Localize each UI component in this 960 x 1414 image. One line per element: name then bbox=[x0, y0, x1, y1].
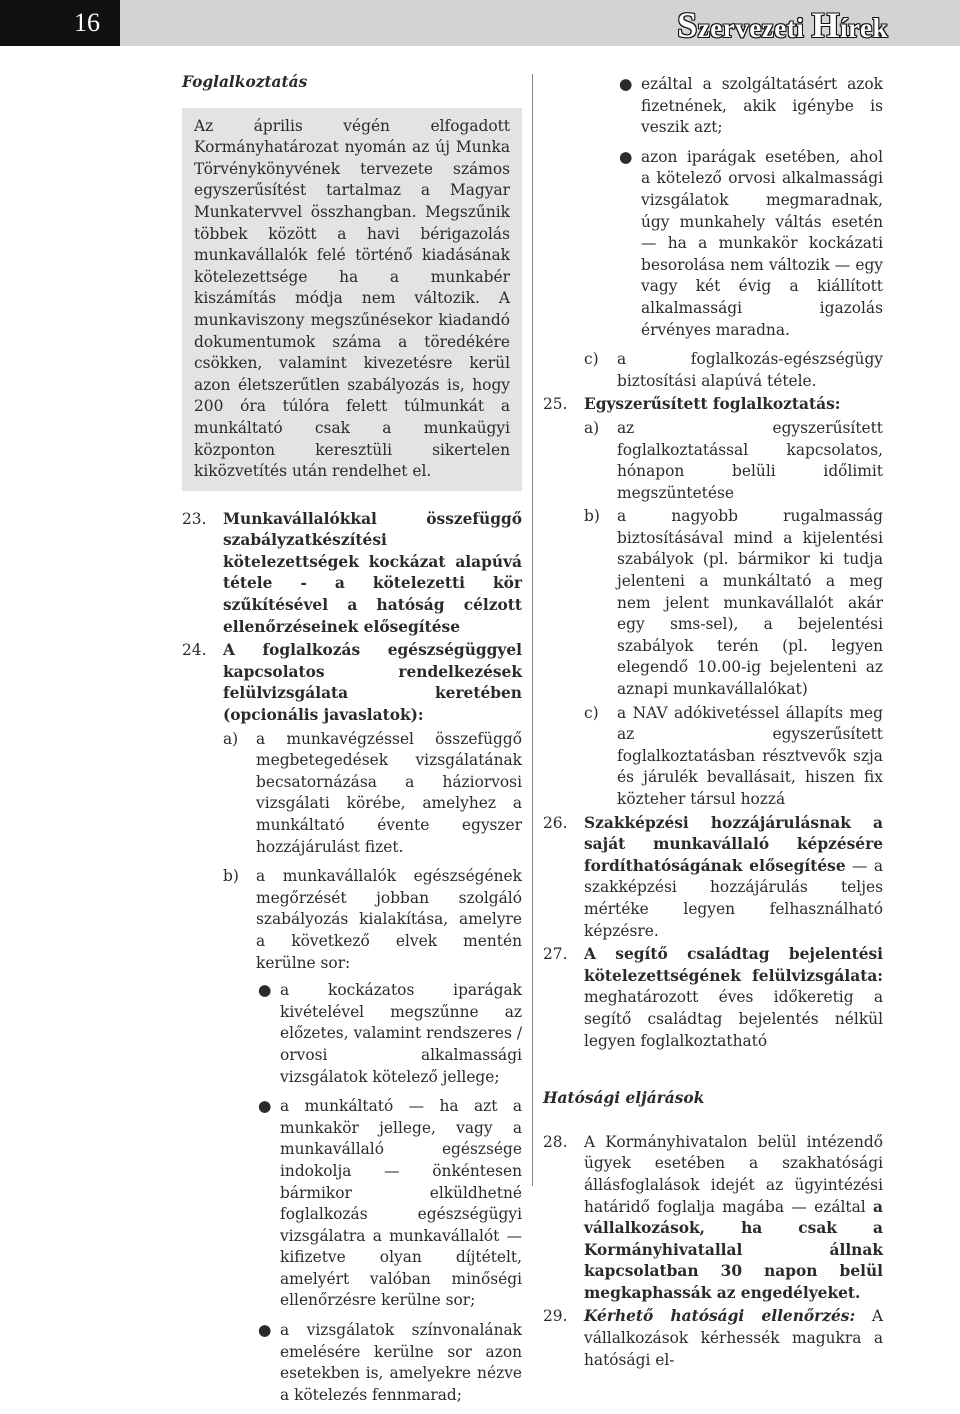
masthead-title bbox=[677, 4, 888, 46]
item-text: A Kormányhivatalon belül intézendő ügyek esetében a szakhatósági állásfoglalások idejét az ügyintézési határidő foglalja magába — ezáltal bbox=[584, 1132, 883, 1216]
subitem-24b bbox=[223, 866, 522, 974]
item-text: Munkavállalókkal összefüggő szabályzatkészítési kötelezettségek kockázat alapúvá tétele - a kötelezetti kör szűkítésével a hatóság célzott ellenőrzéseinek elősegítése bbox=[223, 509, 522, 636]
subitem-letter: b) bbox=[223, 867, 239, 886]
subitem-24c bbox=[584, 349, 883, 392]
bullet-icon: ● bbox=[619, 147, 633, 166]
subitem-letter: a) bbox=[584, 418, 600, 437]
item-bold-text: A segítő családtag bejelentési kötelezettségének felülvizsgálata: bbox=[584, 945, 883, 985]
masthead-initial-s: S bbox=[677, 5, 698, 45]
item-number: 27. bbox=[543, 945, 568, 964]
item-26 bbox=[543, 813, 883, 943]
item-23 bbox=[182, 509, 522, 639]
item-text: — a szakképzési hozzájárulás teljes mértéke legyen felhasználható képzésre. bbox=[584, 856, 883, 940]
page-number-block bbox=[0, 0, 120, 46]
item-28 bbox=[543, 1132, 883, 1305]
item-bold-italic-text: Kérhető hatósági ellenőrzés: bbox=[584, 1307, 856, 1326]
item-24-continued bbox=[543, 74, 883, 392]
bullet-text: a kockázatos iparágak kivételével megszűnne az előzetes, valamint rendszeres / orvosi alkalmassági vizsgálatok kötelező jellege; bbox=[280, 981, 522, 1086]
item-number: 26. bbox=[543, 813, 568, 832]
item-24-subitems bbox=[182, 729, 522, 1407]
highlight-box: Az április végén elfogadott Kormányhatározat nyomán az új Munka Törvénykönyvének tervezete számos egyszerűsítést tartalmaz a Magyar Munkatervvel összhangban. Megszűnik többek között a havi bérigazolás munkavállalók felé történő kiadásának kötelezettsége ha a munkabér kiszámítás módja nem változik. A munkaviszony megszűnésekor kiadandó dokumentumok száma a töredékére csökken, valamint kivezetésre kerül azon életszerűtlen szabályozás is, hogy 200 óra túlóra felett túlmunkát a munkáltató csak a munkaügyi központon keresztüli sikertelen kiközvetítés után rendelhet el. bbox=[182, 108, 522, 491]
subitem-text: a nagyobb rugalmasság biztosításával mind a kijelentési szabályok (pl. bármikor ki tudja jelenteni a munkáltató a meg nem jelent munkavállalót akár egy sms-sel), a bejelentési szabályok terén (pl. legyen elegendő 10.00-ig bejelenteni az aznapi munkavállalókat) bbox=[617, 507, 883, 699]
page-number: 16 bbox=[74, 8, 100, 37]
bullet-item bbox=[617, 147, 883, 341]
item-number: 23. bbox=[182, 509, 207, 528]
subitem-letter: c) bbox=[584, 703, 599, 722]
bullet-item bbox=[256, 980, 522, 1088]
masthead-word1: zervezeti bbox=[697, 13, 812, 43]
subitem-25a bbox=[584, 418, 883, 504]
right-column bbox=[543, 72, 883, 1373]
bullet-list-left bbox=[223, 980, 522, 1406]
subitem-text: az egyszerűsített foglalkoztatással kapcsolatos, hónapon belüli időlimit megszüntetése bbox=[617, 418, 883, 502]
item-bold-text: a vállalkozások, ha csak a Kormányhivatallal állnak kapcsolatban 30 napon belül megkaphassák az engedélyeket. bbox=[584, 1197, 883, 1302]
item-24 bbox=[182, 640, 522, 726]
item-27 bbox=[543, 944, 883, 1052]
item-text: meghatározott éves időkeretig a segítő családtag bejelentés nélkül legyen foglalkoztatható bbox=[584, 988, 883, 1050]
item-title: Egyszerűsített foglalkoztatás: bbox=[584, 395, 841, 414]
masthead-word2: írek bbox=[840, 13, 888, 43]
bullet-text: a munkáltató — ha azt a munkakör jellege, vagy a munkavállaló egészsége indokolja — önkéntesen bármikor elküldhetné foglalkozás egészségügyi vizsgálatra a munkavállalót — kifizetve olyan díjtételt, amelyért valóban minőségi ellenőrzésre kerülne sor; bbox=[280, 1097, 522, 1310]
item-bold-text: Szakképzési hozzájárulásnak a saját munkavállaló képzésére fordíthatóságának elősegítése bbox=[584, 813, 883, 875]
left-column bbox=[182, 72, 522, 1414]
item-text: A vállalkozások kérhessék magukra a hatósági el- bbox=[584, 1307, 884, 1369]
bullet-icon: ● bbox=[619, 75, 633, 93]
item-number: 28. bbox=[543, 1132, 568, 1151]
subitem-letter: c) bbox=[584, 350, 599, 369]
item-number: 29. bbox=[543, 1307, 568, 1326]
column-divider bbox=[532, 74, 533, 1186]
bullet-icon: ● bbox=[258, 981, 272, 1000]
bullet-item bbox=[256, 1096, 522, 1312]
subitem-text: a munkavégzéssel összefüggő megbetegedések vizsgálatának becsatornázása a háziorvosi vizsgálati körébe, amelyhez a munkáltató évente egyszer hozzájárulást fizet. bbox=[256, 729, 522, 856]
subitem-letter: a) bbox=[223, 729, 239, 748]
section-title-hatosagi-eljarasok: Hatósági eljárások bbox=[543, 1089, 705, 1108]
bullet-icon: ● bbox=[258, 1321, 272, 1340]
item-29 bbox=[543, 1306, 883, 1371]
subitem-25b bbox=[584, 506, 883, 700]
item-25 bbox=[543, 394, 883, 810]
masthead-initial-h: H bbox=[811, 5, 840, 45]
subitem-text: a foglalkozás-egészségügy biztosítási alapúvá tétele. bbox=[617, 350, 883, 390]
bullet-text: a vizsgálatok színvonalának emelésére kerülne sor azon esetekben is, amelyekre nézve a kötelezés fennmarad; bbox=[280, 1321, 522, 1404]
bullet-list-right bbox=[584, 74, 883, 341]
bullet-text: ezáltal a szolgáltatásért azok fizetnének, akik igénybe is veszik azt; bbox=[641, 75, 883, 137]
bullet-text: azon iparágak esetében, ahol a kötelező orvosi alkalmassági vizsgálatok megmaradnak, úgy munkahely váltás esetén — ha a munkakör kockázati besorolása nem változik — egy vagy két évig a kiállított alkalmassági igazolás érvényes maradna. bbox=[641, 147, 883, 339]
item-number: 25. bbox=[543, 395, 568, 414]
subitem-text: a munkavállalók egészségének megőrzését jobban szolgáló szabályozás kialakítása, amelyre a következő elvek mentén kerülne sor: bbox=[256, 867, 522, 972]
bullet-item bbox=[617, 74, 883, 139]
subitem-text: a NAV adókivetéssel állapíts meg az egyszerűsített foglalkoztatásban résztvevők szja és járulék bevallásait, hiszen fix közteher társul hozzá bbox=[617, 703, 883, 808]
item-text: A foglalkozás egészségüggyel kapcsolatos rendelkezések felülvizsgálata keretében (opcionális javaslatok): bbox=[223, 641, 522, 725]
bullet-item bbox=[256, 1320, 522, 1406]
subitem-letter: b) bbox=[584, 507, 600, 526]
section-title-foglalkoztatas: Foglalkoztatás bbox=[182, 73, 308, 91]
page-header bbox=[0, 0, 960, 46]
subitem-25c bbox=[584, 703, 883, 811]
item-number: 24. bbox=[182, 641, 207, 660]
subitem-24a bbox=[223, 729, 522, 859]
bullet-icon: ● bbox=[258, 1097, 272, 1116]
